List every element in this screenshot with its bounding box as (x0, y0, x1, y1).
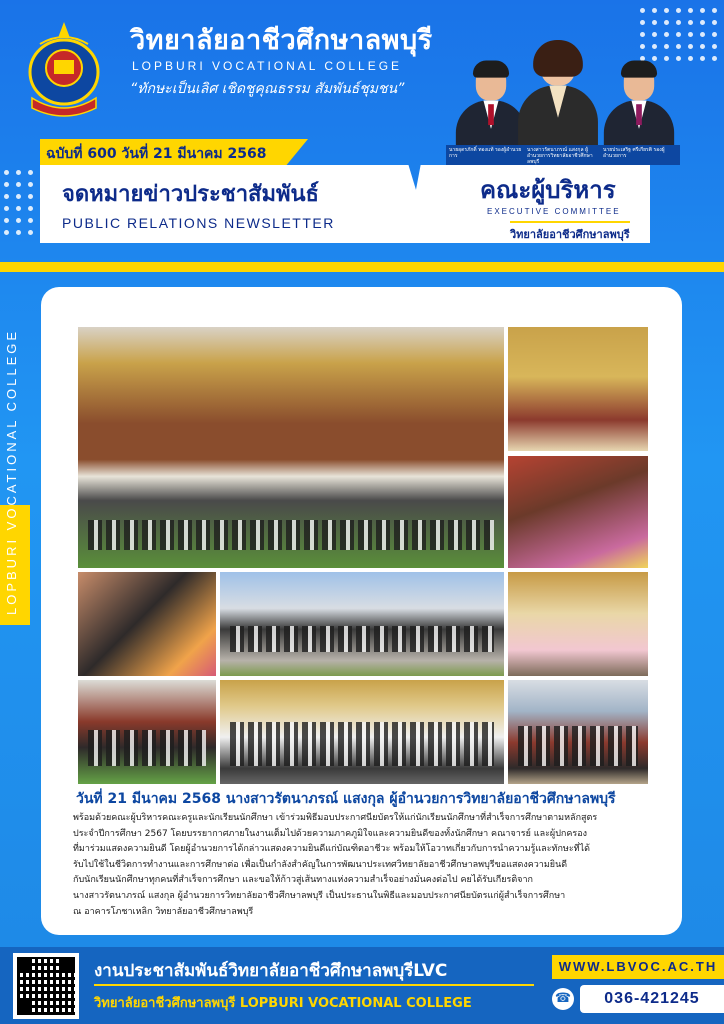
phone-icon: ☎ (552, 988, 574, 1010)
article-line: พร้อมด้วยคณะผู้บริหารคณะครูและนักเรียนนักศึกษา เข้าร่วมพิธีมอบประกาศนียบัตรให้แก่นักเรียนนักศึกษาที่สำเร็จการศึกษาตามหลักสูตร (73, 813, 598, 823)
speaker-photo (78, 572, 216, 676)
article-body (73, 811, 669, 920)
article-line: รับไปใช้ในชีวิตการทำงานและการศึกษาต่อ เพื่อเป็นกำลังสำคัญในการพัฒนาประเทศวิทยาลัยอาชีวศึกษาลพบุรีขอแสดงความยินดี (73, 859, 568, 870)
graduates-group-photo (78, 680, 216, 784)
college-motto: “ทักษะเป็นเลิศ เชิดชูคุณธรรม สัมพันธ์ชุมชน” (130, 81, 405, 97)
director-caption: นางสาวรัตนาภรณ์ แสงกุล ผู้อำนวยการวิทยาลัยอาชีวศึกษาลพบุรี (524, 145, 604, 165)
website-link[interactable]: WWW.LBVOC.AC.TH (552, 955, 724, 979)
newsletter-title-thai: จดหมายข่าวประชาสัมพันธ์ (62, 182, 319, 207)
executive-caption: นายอุดรภักดิ์ ทองแท้ รองผู้อำนวยการ (446, 145, 526, 165)
executive-caption: นายประเสริฐ ศรีเกียรติ รองผู้อำนวยการ (600, 145, 680, 165)
qr-code-icon[interactable] (13, 953, 79, 1019)
article-line: นางสาวรัตนาภรณ์ แสงกุล ผู้อำนวยการวิทยาลัยอาชีวศึกษาลพบุรี เป็นประธานในพิธีและมอบประกาศนียบัตรแก่ผู้สำเร็จการศึกษา (73, 890, 566, 901)
article-line: ที่มาร่วมแสดงความยินดี โดยผู้อำนวยการได้กล่าวแสดงความยินดีแก่บัณฑิตอาชีวะ พร้อมให้โอวาทเกี่ยวกับการนำความรู้และทักษะที่ได้ (73, 844, 590, 855)
newsletter-title-english: PUBLIC RELATIONS NEWSLETTER (62, 215, 335, 231)
ceremony-group-photo (78, 327, 504, 568)
executive-photo (598, 61, 680, 156)
divider-stripe (0, 262, 724, 272)
article-line: ประจำปีการศึกษา 2567 โดยบรรยากาศภายในงานเต็มไปด้วยความภาคภูมิใจและความยินดีของทั้งนักศึกษา คณาจารย์ และผู้ปกครอง (73, 828, 588, 839)
certificate-presentation-photo (508, 572, 648, 676)
issue-label: ฉบับที่ 600 วันที่ 21 มีนาคม 2568 (46, 146, 267, 162)
director-photo (512, 40, 605, 148)
article-line: ณ อาคารโภชาเหลิก วิทยาลัยอาชีวศึกษาลพบุรี (73, 906, 254, 917)
ceremony-stage-photo (508, 327, 648, 451)
executive-committee-title-english: EXECUTIVE COMMITTEE (487, 207, 621, 216)
footer-divider (94, 984, 534, 986)
college-crest-icon (26, 20, 102, 120)
executive-committee-title-thai: คณะผู้บริหาร (480, 176, 616, 204)
graduation-line-photo (508, 680, 648, 784)
executive-committee-college: วิทยาลัยอาชีวศึกษาลพบุรี (510, 221, 630, 243)
footer-pr-title: งานประชาสัมพันธ์วิทยาลัยอาชีวศึกษาลพบุรีLVC (94, 961, 448, 981)
article-line: กับนักเรียนนักศึกษาทุกคนที่สำเร็จการศึกษา และขอให้ก้าวสู่เส้นทางแห่งความสำเร็จอย่างมั่นคงต่อไป คยได้รับเกียรติจาก (73, 875, 533, 886)
graduate-portrait-photo (508, 456, 648, 568)
graduates-celebration-photo (220, 680, 504, 784)
decorative-dots (640, 8, 717, 61)
college-name-thai: วิทยาลัยอาชีวศึกษาลพบุรี (130, 25, 433, 56)
college-name-english: LOPBURI VOCATIONAL COLLEGE (132, 59, 403, 73)
phone-number[interactable]: 036-421245 (580, 985, 724, 1013)
side-college-text: LOPBURI VOCATIONAL COLLEGE (4, 328, 19, 615)
footer-college-name: วิทยาลัยอาชีวศึกษาลพบุรี LOPBURI VOCATIONAL COLLEGE (94, 996, 472, 1011)
article-headline: วันที่ 21 มีนาคม 2568 นางสาวรัตนาภรณ์ แสงกุล ผู้อำนวยการวิทยาลัยอาชีวศึกษาลพบุรี (76, 791, 616, 807)
student-procession-photo (220, 572, 504, 676)
